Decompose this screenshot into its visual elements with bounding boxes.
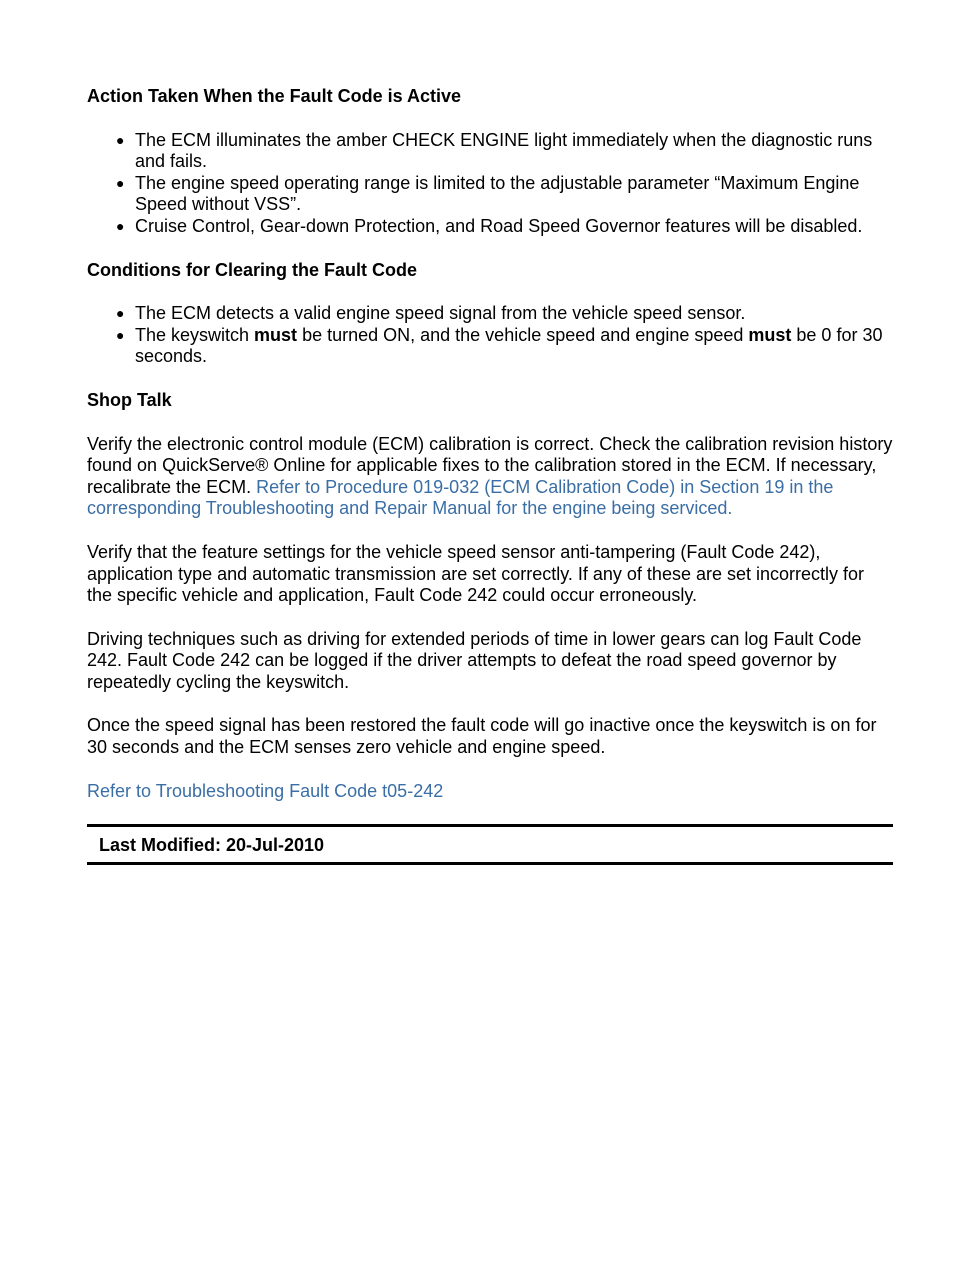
list-item-text: The ECM detects a valid engine speed signal from the vehicle speed sensor. — [135, 303, 746, 324]
procedure-019-032-link[interactable]: Refer to Procedure 019-032 (ECM Calibration Code) in Section 19 in the corresponding Troubleshooting and Repair Manual for the engine being serviced. — [87, 476, 834, 519]
paragraph-text: Verify the electronic control module (ECM) calibration is correct. Check the calibration revision history found on QuickServe® Online for applicable fixes to the calibration stored in the ECM. If necessary, recalibrate the ECM. — [87, 433, 893, 497]
list-item-text-part: The keyswitch — [135, 324, 255, 345]
section-heading-clearing-conditions: Conditions for Clearing the Fault Code — [87, 259, 417, 280]
last-modified-footer — [87, 824, 893, 865]
list-item-text: The ECM illuminates the amber CHECK ENGINE light immediately when the diagnostic runs and fails. — [135, 129, 873, 172]
list-item-text-part: be turned ON, and the vehicle speed and engine speed — [297, 324, 749, 345]
document-page — [87, 86, 893, 865]
last-modified-text: Last Modified: 20-Jul-2010 — [99, 835, 325, 856]
section-heading-action-taken: Action Taken When the Fault Code is Active — [87, 86, 462, 106]
bullet-icon: ● — [116, 326, 125, 343]
bullet-icon: ● — [116, 305, 125, 322]
list-item — [116, 215, 893, 238]
shop-talk-paragraph-driving-techniques: Driving techniques such as driving for extended periods of time in lower gears can log Fault Code 242. Fault Code 242 can be logged if the driver attempts to defeat the road speed governor by repeatedly cycling the keyswitch. — [87, 628, 862, 692]
emphasis-must: must — [748, 324, 792, 345]
clearing-conditions-list — [87, 303, 893, 368]
list-item-text: The engine speed operating range is limited to the adjustable parameter “Maximum Engine Speed without VSS”. — [135, 172, 860, 215]
shop-talk-paragraph-feature-settings: Verify that the feature settings for the vehicle speed sensor anti-tampering (Fault Code 242), application type and automatic transmission are set correctly. If any of these are set incorrectly for the specific vehicle and application, Fault Code 242 could occur erroneously. — [87, 541, 865, 606]
shop-talk-paragraph-speed-signal: Once the speed signal has been restored the fault code will go inactive once the keyswitch is on for 30 seconds and the ECM senses zero vehicle and engine speed. — [87, 715, 877, 758]
troubleshooting-fault-code-link[interactable]: Refer to Troubleshooting Fault Code t05-242 — [87, 780, 444, 801]
list-item-text-part: be 0 for 30 seconds. — [135, 324, 883, 367]
section-heading-shop-talk: Shop Talk — [87, 389, 172, 410]
list-item — [116, 303, 893, 325]
list-item-text: Cruise Control, Gear-down Protection, and Road Speed Governor features will be disabled. — [135, 215, 863, 236]
bullet-icon: ● — [116, 217, 125, 234]
list-item — [116, 324, 893, 368]
list-item — [116, 172, 893, 216]
shop-talk-paragraph-calibration — [87, 434, 893, 520]
action-taken-list — [87, 130, 893, 238]
bullet-icon: ● — [116, 174, 125, 191]
emphasis-must: must — [254, 324, 298, 345]
troubleshooting-link-paragraph — [87, 781, 893, 803]
bullet-icon: ● — [116, 131, 125, 148]
list-item — [116, 129, 893, 173]
